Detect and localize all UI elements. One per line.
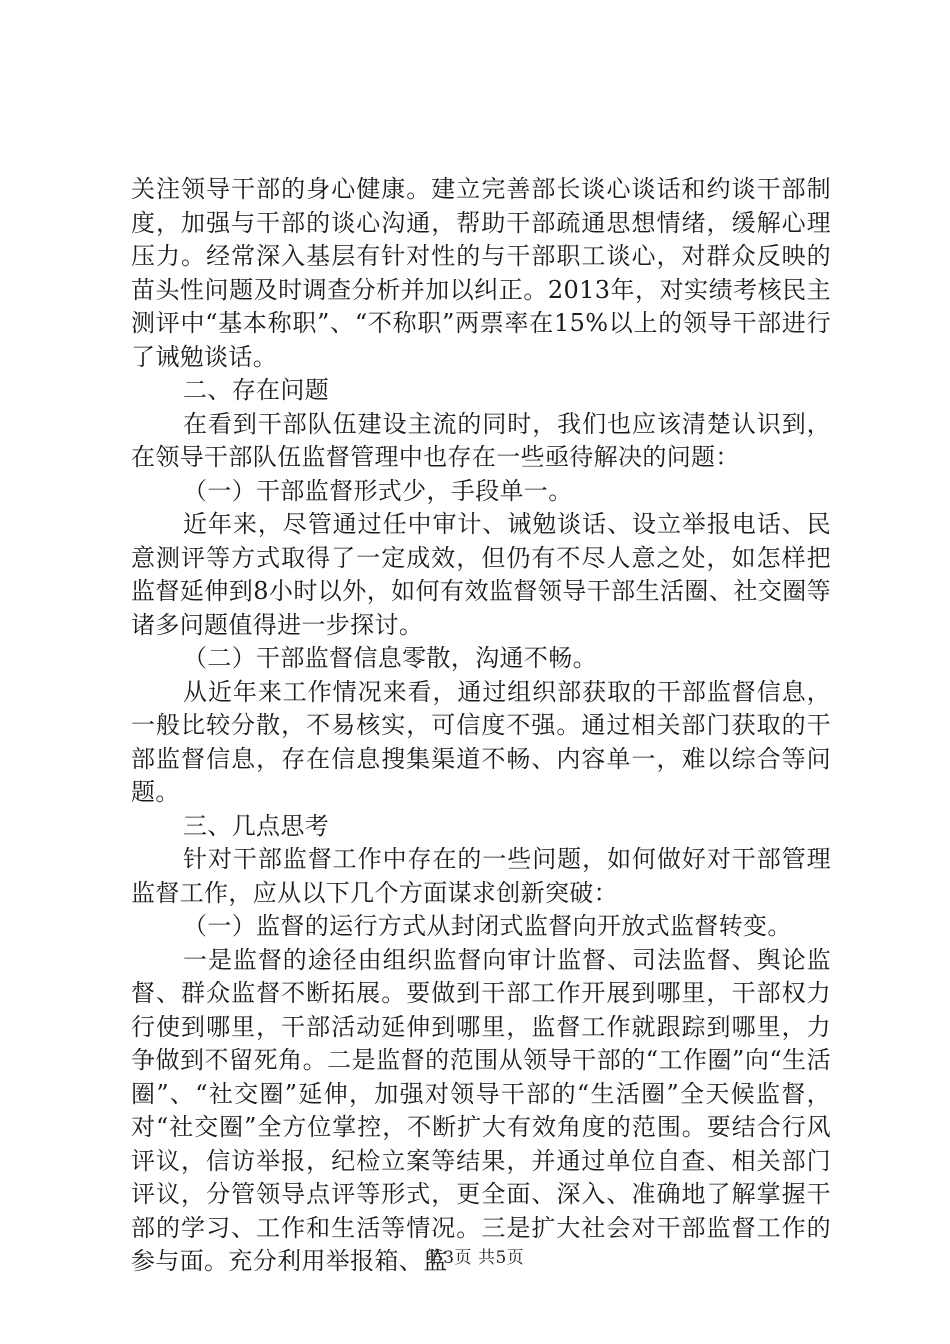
subheading-2: （二）干部监督信息零散，沟通不畅。 xyxy=(183,644,597,672)
paragraph-11: 一是监督的途径由组织监督向审计监督、司法监督、舆论监督、群众监督不断拓展。要做到干部工作开展到哪里，干部权力行使到哪里，干部活动延伸到哪里，监督工作就跟踪到哪里，力争做到不留死角。二是监督的范围从领导干部的“工作圈”向“生活圈”、“社交圈”延伸，加强对领导干部的“生活圈”全天候监督，对“社交圈”全方位掌控，不断扩大有效角度的范围。要结合行风评议，信访举报，纪检立案等结果，并通过单位自查、相关部门评议，分管领导点评等形式，更全面、深入、准确地了解掌握干部的学习、工作和生活等情况。三是扩大社会对干部监督工作的参与面。充分利用举报箱、监 xyxy=(131,945,831,1275)
paragraph-7: 从近年来工作情况来看，通过组织部获取的干部监督信息，一般比较分散，不易核实，可信度不强。通过相关部门获取的干部监督信息，存在信息搜集渠道不畅、内容单一，难以综合等问题。 xyxy=(131,677,831,806)
paragraph-3: 在看到干部队伍建设主流的同时，我们也应该清楚认识到，在领导干部队伍监督管理中也存在一些亟待解决的问题： xyxy=(131,409,831,471)
subheading-3: （一）监督的运行方式从封闭式监督向开放式监督转变。 xyxy=(183,912,792,940)
subheading-1: （一）干部监督形式少，手段单一。 xyxy=(183,476,573,505)
page-number-footer: 第3页 共5页 xyxy=(425,1248,525,1268)
section-heading-problems: 二、存在问题 xyxy=(183,376,330,404)
paragraph-9: 针对干部监督工作中存在的一些问题，如何做好对干部管理监督工作，应从以下几个方面谋求创新突破： xyxy=(131,845,831,907)
section-heading-thoughts: 三、几点思考 xyxy=(183,811,330,840)
paragraph-5: 近年来，尽管通过任中审计、诫勉谈话、设立举报电话、民意测评等方式取得了一定成效，但仍有不尽人意之处，如怎样把监督延伸到8小时以外，如何有效监督领导干部生活圈、社交圈等诸多问题值得进一步探讨。 xyxy=(131,510,831,639)
document-body xyxy=(131,173,831,1279)
paragraph-1: 关注领导干部的身心健康。建立完善部长谈心谈话和约谈干部制度，加强与干部的谈心沟通，帮助干部疏通思想情绪，缓解心理压力。经常深入基层有针对性的与干部职工谈心，对群众反映的苗头性问题及时调查分析并加以纠正。2013年，对实绩考核民主测评中“基本称职”、“不称职”两票率在15%以上的领导干部进行了诫勉谈话。 xyxy=(131,175,831,371)
